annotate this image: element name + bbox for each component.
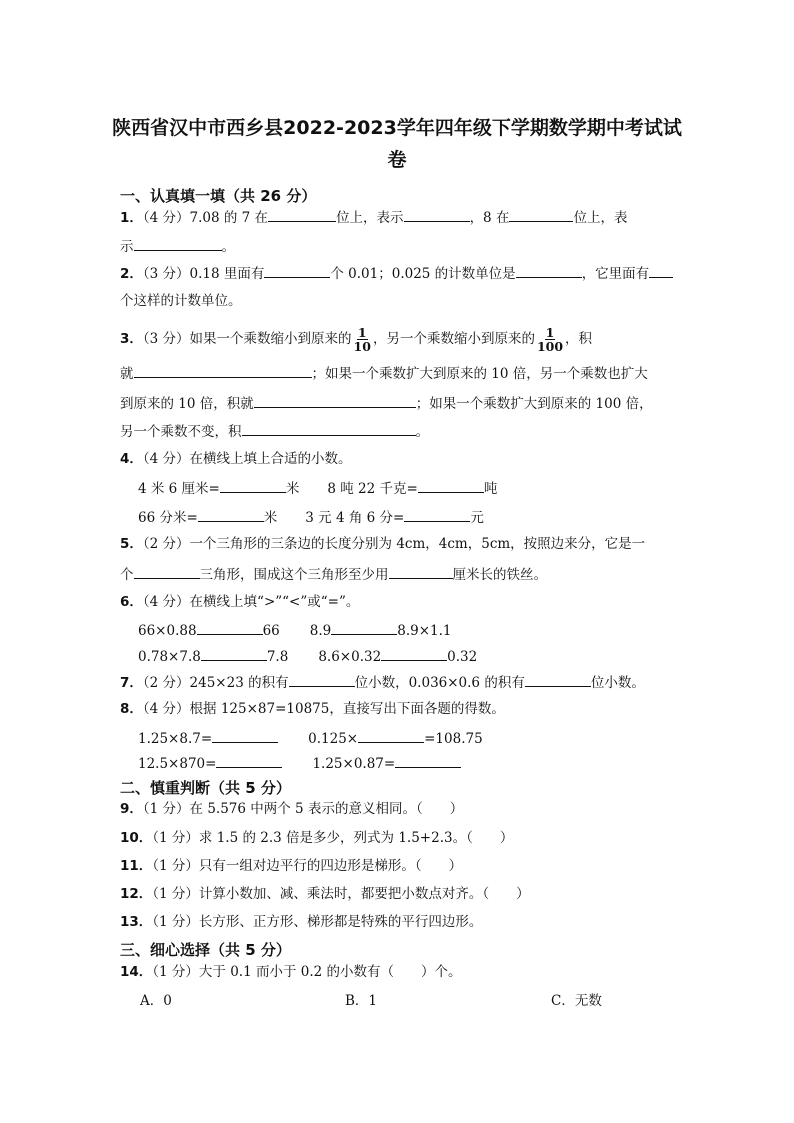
question-text: 位小数，0.036×0.6 的积有: [354, 675, 525, 691]
section-heading-judge: 二、慎重判断（共 5 分）: [120, 779, 291, 797]
question-text: 就: [120, 366, 134, 382]
question-text: ，另一个乘数缩小到原来的: [372, 331, 535, 347]
question-text: 位小数。: [590, 675, 645, 691]
answer-blank[interactable]: [418, 477, 484, 493]
question-text: 位上，表: [573, 210, 628, 226]
question-2-line2: [120, 291, 242, 311]
question-3-line1: [120, 324, 592, 354]
question-8-line1: [120, 699, 505, 719]
question-5-line1: [120, 534, 645, 554]
answer-blank[interactable]: [134, 235, 222, 251]
question-text: 另一个乘数不变，积: [120, 424, 242, 440]
fraction-numerator: 1: [545, 325, 555, 340]
question-14: [120, 962, 462, 982]
question-number: 6．: [120, 594, 143, 610]
question-number: 11．: [120, 858, 153, 874]
question-7: [120, 671, 645, 693]
question-text: 8.9: [309, 623, 332, 639]
fraction-denominator: 100: [536, 339, 564, 354]
question-text: 8 吨 22 千克=: [327, 481, 418, 497]
question-text: 位上，表示: [336, 210, 404, 226]
question-number: 3．: [120, 331, 143, 347]
answer-blank[interactable]: [649, 262, 673, 278]
answer-blank[interactable]: [216, 752, 282, 768]
question-text: 1.25×8.7=: [138, 731, 213, 747]
question-text: 个这样的计数单位。: [120, 293, 242, 309]
question-text: 。: [415, 424, 429, 440]
answer-blank[interactable]: [509, 206, 573, 222]
question-text: （4 分）在横线上填上合适的小数。: [142, 451, 352, 467]
fraction-one-hundredth: [536, 326, 564, 353]
question-text: （3 分）如果一个乘数缩小到原来的: [142, 331, 352, 347]
question-text: 4 米 6 厘米=: [138, 481, 220, 497]
fraction-numerator: 1: [357, 325, 367, 340]
answer-blank[interactable]: [242, 420, 416, 436]
fraction-denominator: 10: [353, 339, 371, 354]
question-10: [120, 828, 513, 848]
question-text: 0.78×7.8: [138, 649, 201, 665]
question-1-line2: [120, 235, 235, 257]
question-6-row1: [138, 619, 452, 641]
question-text: 8.9×1.1: [397, 623, 452, 639]
question-13: [120, 912, 482, 932]
question-6-row2: [138, 645, 477, 667]
question-text: 三角形，围成这个三角形至少用: [199, 567, 389, 583]
question-text: （4 分）根据 125×87=10875，直接写出下面各题的得数。: [142, 701, 505, 717]
question-11: [120, 856, 462, 876]
answer-blank[interactable]: [197, 619, 263, 635]
question-text: ；如果一个乘数扩大到原来的 100 倍，: [415, 396, 653, 412]
question-number: 13．: [120, 914, 153, 930]
question-text: （4 分）7.08 的 7 在: [142, 210, 269, 226]
question-number: 14．: [120, 964, 153, 980]
question-text: （1 分）长方形、正方形、梯形都是特殊的平行四边形。: [152, 914, 483, 930]
question-5-line2: [120, 563, 547, 585]
question-text: 3 元 4 角 6 分=: [305, 510, 405, 526]
answer-blank[interactable]: [201, 645, 267, 661]
question-3-line2: [120, 362, 648, 384]
answer-blank[interactable]: [525, 671, 591, 687]
question-text: （1 分）只有一组对边平行的四边形是梯形。（ ）: [152, 858, 463, 874]
question-4-line1: [120, 449, 352, 469]
answer-blank[interactable]: [268, 206, 336, 222]
question-text: 66: [262, 623, 280, 639]
answer-blank[interactable]: [134, 362, 312, 378]
question-text: 吨: [483, 481, 498, 497]
question-text: 个: [120, 567, 134, 583]
question-text: 7.8: [266, 649, 289, 665]
question-text: 个 0.01；0.025 的计数单位是: [330, 266, 516, 282]
option-b[interactable]: B．1: [345, 993, 378, 1009]
question-1-line1: [120, 206, 627, 228]
question-2-line1: [120, 262, 673, 284]
question-text: 。: [221, 239, 235, 255]
question-text: 米: [263, 510, 278, 526]
question-text: ，8 在: [469, 210, 510, 226]
option-c[interactable]: C．无数: [551, 993, 602, 1009]
question-text: 66×0.88: [138, 623, 197, 639]
question-number: 12．: [120, 886, 153, 902]
answer-blank[interactable]: [220, 477, 286, 493]
question-text: （1 分）大于 0.1 而小于 0.2 的小数有（ ）个。: [152, 964, 462, 980]
answer-blank[interactable]: [404, 506, 470, 522]
question-text: （2 分）245×23 的积有: [142, 675, 289, 691]
question-number: 9．: [120, 801, 143, 817]
question-9: [120, 799, 463, 819]
question-number: 5．: [120, 536, 143, 552]
question-3-line3: [120, 392, 653, 414]
question-text: =108.75: [424, 731, 483, 747]
question-text: 8.6×0.32: [318, 649, 382, 665]
question-text: 米: [285, 481, 300, 497]
question-text: 示: [120, 239, 134, 255]
question-number: 10．: [120, 830, 153, 846]
question-text: 12.5×870=: [138, 756, 217, 772]
question-number: 7．: [120, 675, 143, 691]
answer-blank[interactable]: [516, 262, 582, 278]
question-text: （4 分）在横线上填“>”“<”或“=”。: [142, 594, 360, 610]
answer-blank[interactable]: [264, 262, 330, 278]
question-text: 66 分米=: [138, 510, 198, 526]
option-a[interactable]: A．0: [140, 993, 172, 1009]
question-text: 到原来的 10 倍，积就: [120, 396, 254, 412]
question-text: 厘米长的铁丝。: [452, 567, 547, 583]
question-number: 2．: [120, 266, 143, 282]
question-4-row1: [138, 477, 497, 499]
question-8-row2: [138, 752, 461, 774]
question-3-line4: [120, 420, 429, 442]
exam-title-line1: 陕西省汉中市西乡县2022-2023学年四年级下学期数学期中考试试: [112, 117, 682, 139]
answer-blank[interactable]: [331, 619, 397, 635]
question-number: 8．: [120, 701, 143, 717]
answer-blank[interactable]: [381, 645, 447, 661]
answer-blank[interactable]: [358, 727, 424, 743]
question-text: ；如果一个乘数扩大到原来的 10 倍，另一个乘数也扩大: [311, 366, 648, 382]
question-8-row1: [138, 727, 483, 749]
question-text: ，积: [565, 331, 593, 347]
question-4-row2: [138, 506, 484, 528]
question-text: 1.25×0.87=: [312, 756, 396, 772]
answer-blank[interactable]: [389, 563, 453, 579]
question-text: 元: [470, 510, 484, 526]
answer-blank[interactable]: [198, 506, 264, 522]
exam-title-line2: 卷: [387, 149, 407, 171]
answer-blank[interactable]: [134, 563, 200, 579]
question-text: （3 分）0.18 里面有: [142, 266, 265, 282]
question-text: 0.32: [447, 649, 478, 665]
question-12: [120, 884, 530, 904]
answer-blank[interactable]: [289, 671, 355, 687]
section-heading-fill: 一、认真填一填（共 26 分）: [120, 187, 317, 205]
question-text: ，它里面有: [581, 266, 650, 282]
question-number: 4．: [120, 451, 143, 467]
question-number: 1．: [120, 210, 143, 226]
question-text: （1 分）在 5.576 中两个 5 表示的意义相同。（ ）: [142, 801, 464, 817]
question-6-line1: [120, 592, 359, 612]
question-text: （1 分）求 1.5 的 2.3 倍是多少，列式为 1.5+2.3。（ ）: [152, 830, 514, 846]
answer-blank[interactable]: [404, 206, 470, 222]
answer-blank[interactable]: [254, 392, 416, 408]
answer-blank[interactable]: [395, 752, 461, 768]
answer-blank[interactable]: [212, 727, 278, 743]
fraction-one-tenth: [353, 326, 372, 353]
question-text: 0.125×: [308, 731, 359, 747]
question-text: （1 分）计算小数加、减、乘法时，都要把小数点对齐。（ ）: [152, 886, 530, 902]
question-text: （2 分）一个三角形的三条边的长度分别为 4cm，4cm，5cm，按照边来分，它是一: [142, 536, 646, 552]
section-heading-choice: 三、细心选择（共 5 分）: [120, 941, 291, 959]
